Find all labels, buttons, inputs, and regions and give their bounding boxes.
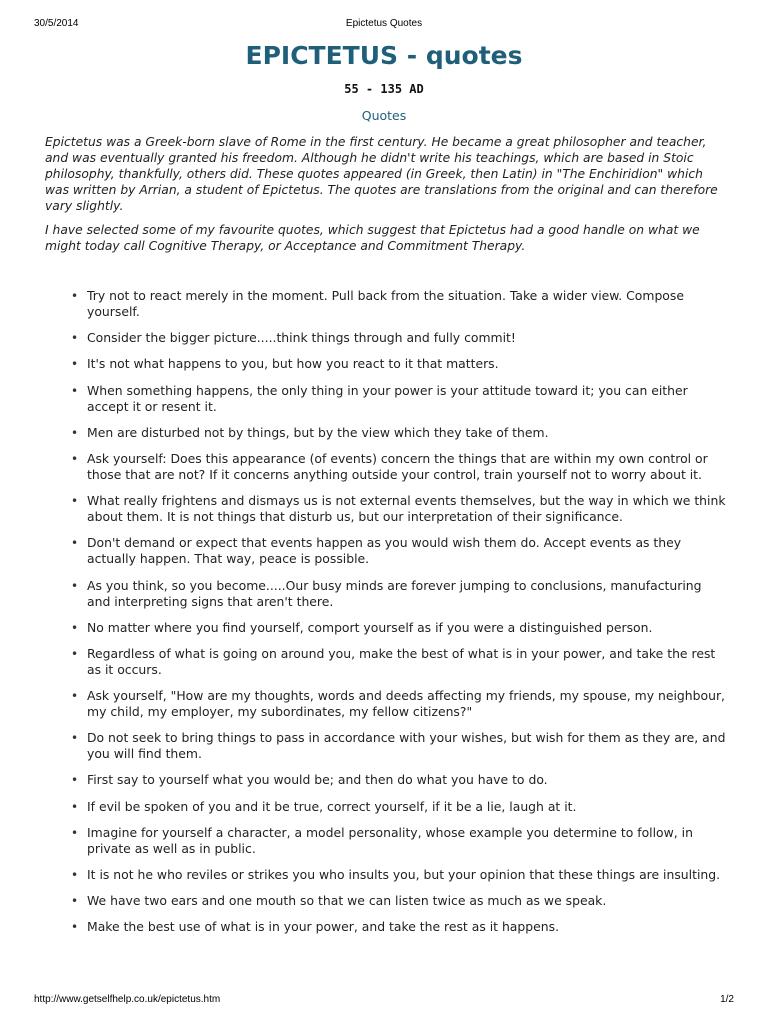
quote-text: Do not seek to bring things to pass in accordance with your wishes, but wish for them as they are, and you will find them.	[87, 730, 726, 762]
bullet-icon: •	[71, 331, 79, 346]
page-number: 1/2	[720, 994, 734, 1005]
quote-item	[45, 535, 728, 567]
bullet-icon: •	[71, 868, 79, 882]
bullet-icon: •	[71, 578, 79, 593]
bullet-icon: •	[71, 799, 79, 814]
section-heading: Quotes	[361, 108, 407, 123]
bullet-icon: •	[71, 289, 79, 303]
quote-text: Make the best use of what is in your power, and take the rest as it happens.	[87, 919, 560, 935]
quote-item	[45, 356, 728, 372]
quote-text: Men are disturbed not by things, but by the view which they take of them.	[87, 424, 549, 440]
quote-item	[45, 646, 728, 678]
bullet-icon: •	[71, 357, 79, 372]
life-dates: 55 - 135 AD	[344, 82, 424, 96]
quote-item	[45, 867, 728, 883]
bullet-icon: •	[71, 620, 79, 635]
quote-text: What really frightens and dismays us is not external events themselves, but the way in which we think about them. It is not things that disturb us, but our interpretation of their significance.	[87, 493, 726, 525]
quote-text: It's not what happens to you, but how you react to it that matters.	[87, 356, 499, 372]
quote-text: Consider the bigger picture.....think things through and fully commit!	[87, 330, 516, 346]
quote-item	[45, 493, 728, 525]
bullet-icon: •	[71, 451, 79, 466]
bullet-icon: •	[71, 646, 79, 661]
quote-text: We have two ears and one mouth so that we can listen twice as much as we speak.	[87, 893, 607, 909]
quote-text: Ask yourself: Does this appearance (of events) concern the things that are within my own control or those that are not? If it concerns anything outside your control, train yourself not to worry about it.	[87, 450, 708, 482]
quote-item	[45, 425, 728, 441]
quote-text: Regardless of what is going on around you, make the best of what is in your power, and take the rest as it occurs.	[87, 645, 716, 677]
intro-paragraph: Epictetus was a Greek-born slave of Rome in the first century. He became a great philosopher and teacher, and was eventually granted his freedom. Although he didn't write his teachings, which are based in Stoic philosophy, thankfully, others did. These quotes appeared (in Greek, then Latin) in "The Enchiridion" which was written by Arrian, a student of Epictetus. The quotes are translations from the original and can therefore vary slightly.	[45, 135, 718, 213]
bullet-icon: •	[71, 383, 79, 398]
intro-paragraph: I have selected some of my favourite quotes, which suggest that Epictetus had a good handle on what we might today call Cognitive Therapy, or Acceptance and Commitment Therapy.	[45, 223, 700, 253]
bullet-icon: •	[71, 731, 79, 746]
quote-item	[45, 772, 728, 788]
page-title: EPICTETUS - quotes	[245, 41, 523, 70]
quote-text: If evil be spoken of you and it be true, correct yourself, if it be a lie, laugh at it.	[87, 798, 577, 814]
quote-item	[45, 578, 728, 610]
quote-item	[45, 288, 728, 320]
bullet-icon: •	[71, 689, 79, 704]
quote-item	[45, 383, 728, 415]
quote-text: Ask yourself, "How are my thoughts, words and deeds affecting my friends, my spouse, my neighbour, my child, my employer, my subordinates, my fellow citizens?"	[87, 688, 725, 720]
bullet-icon: •	[71, 425, 79, 440]
bullet-icon: •	[71, 920, 79, 935]
quote-item	[45, 825, 728, 857]
quote-item	[45, 451, 728, 483]
print-title: Epictetus Quotes	[345, 18, 423, 29]
bullet-icon: •	[71, 773, 79, 788]
quote-item	[45, 688, 728, 720]
quote-text: First say to yourself what you would be; and then do what you have to do.	[87, 772, 548, 788]
quote-text: Don't demand or expect that events happen as you would wish them do. Accept events as they actually happen. That way, peace is possible.	[87, 535, 682, 567]
quote-item	[45, 330, 728, 346]
quote-item	[45, 730, 728, 762]
quote-list	[45, 288, 728, 946]
print-date: 30/5/2014	[34, 18, 79, 29]
quote-text: Try not to react merely in the moment. Pull back from the situation. Take a wider view. Compose yourself.	[87, 288, 684, 319]
bullet-icon: •	[71, 894, 79, 909]
quote-text: It is not he who reviles or strikes you who insults you, but your opinion that these things are insulting.	[87, 867, 721, 882]
quote-item	[45, 893, 728, 909]
source-url: http://www.getselfhelp.co.uk/epictetus.htm	[34, 994, 221, 1005]
quote-item	[45, 919, 728, 935]
bullet-icon: •	[71, 825, 79, 840]
bullet-icon: •	[71, 494, 79, 509]
quote-text: No matter where you find yourself, comport yourself as if you were a distinguished person.	[87, 619, 653, 635]
quote-item	[45, 620, 728, 636]
bullet-icon: •	[71, 536, 79, 551]
quote-text: Imagine for yourself a character, a model personality, whose example you determine to follow, in private as well as in public.	[87, 824, 693, 856]
quote-text: When something happens, the only thing in your power is your attitude toward it; you can either accept it or resent it.	[87, 382, 688, 414]
quote-item	[45, 799, 728, 815]
quote-text: As you think, so you become.....Our busy minds are forever jumping to conclusions, manufacturing and interpreting signs that aren't there.	[87, 577, 702, 609]
